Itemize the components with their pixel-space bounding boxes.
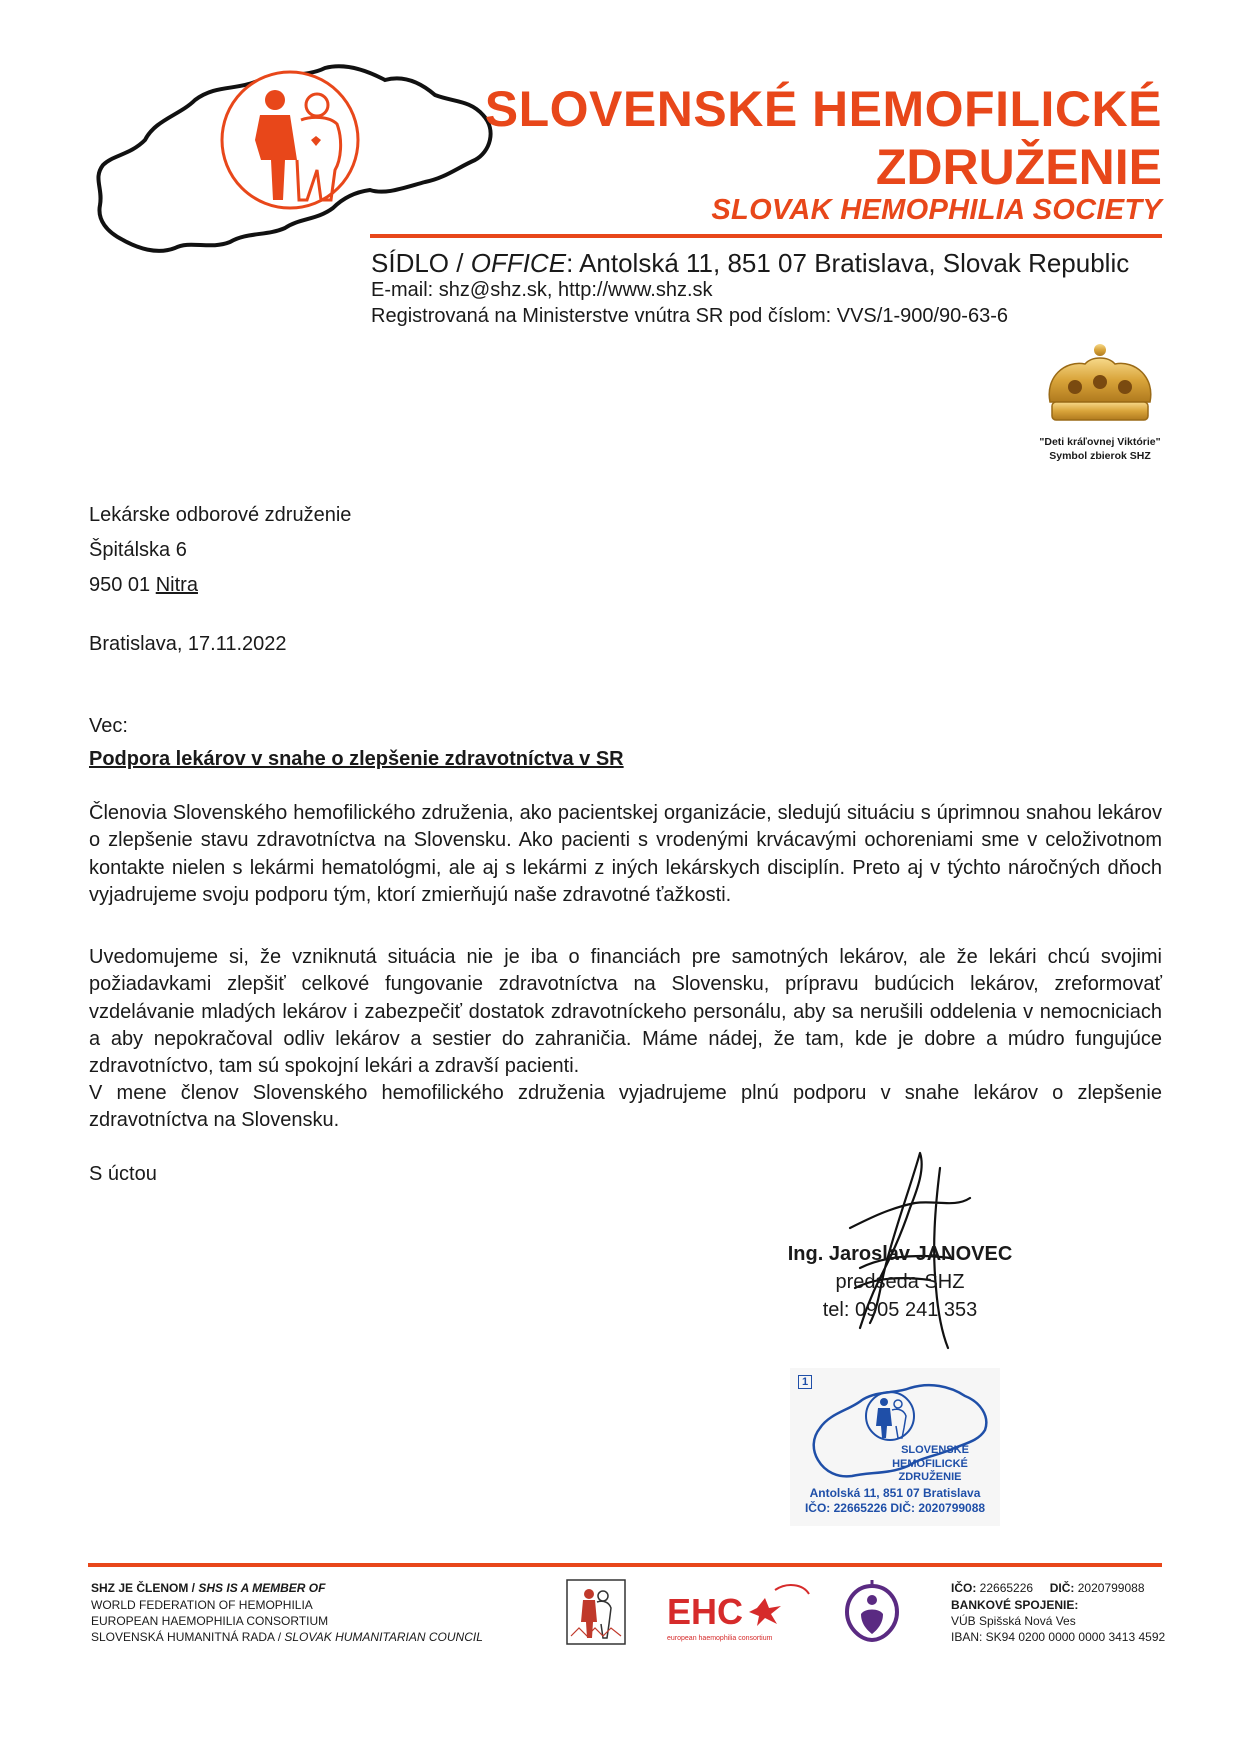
email-web-line: E-mail: shz@shz.sk, http://www.shz.sk xyxy=(371,279,713,301)
recipient-line3 xyxy=(89,573,198,597)
body-paragraph-2: Uvedomujeme si, že vzniknutá situácia nie je iba o financiách pre samotných lekárov, ale že lekári chcú svojimi požiadavkami zlepšiť celkové fungovanie zdravotníctva na Slovensku, prípravu budúcich lekárov, zreformovať vzdelávanie mladých lekárov i zabezpečiť dostatok zdravotníckeho personálu, aby sa nerušili oddelenia v nemocniciach a aby nepokračoval odliv lekárov a sestier do zahraničia. Máme nádej, že tam, kde je dobre a múdro fungujúce zdravotníctvo, tam sú spokojní lekári a zdravší pacienti. xyxy=(89,946,1162,1078)
office-address: : Antolská 11, 851 07 Bratislava, Slovak Republic xyxy=(566,248,1130,278)
recipient-city: Nitra xyxy=(155,574,198,596)
member-label-en: SHS IS A MEMBER OF xyxy=(195,1581,326,1595)
ehc-logo-subtitle: european haemophilia consortium xyxy=(667,1635,773,1642)
org-title-line1: SLOVENSKÉ HEMOFILICKÉ xyxy=(484,81,1162,137)
org3-label: SLOVENSKÁ HUMANITNÁ RADA / xyxy=(91,1630,282,1644)
organization-stamp xyxy=(790,1368,1000,1526)
dic-label: DIČ: xyxy=(1049,1581,1075,1595)
footer-org-ehc: EUROPEAN HAEMOPHILIA CONSORTIUM xyxy=(91,1614,329,1628)
footer-bank-label: BANKOVÉ SPOJENIE: xyxy=(951,1598,1079,1612)
signatory-phone: tel: 0905 241 353 xyxy=(822,1299,978,1321)
closing-salutation: S úctou xyxy=(89,1163,157,1185)
recipient-postcode: 950 01 xyxy=(89,574,156,596)
ico-label: IČO: xyxy=(951,1581,977,1595)
recipient-line2: Špitálska 6 xyxy=(89,539,187,561)
dic-value: 2020799088 xyxy=(1074,1581,1145,1595)
wfh-logo xyxy=(565,1578,627,1646)
footer-iban: IBAN: SK94 0200 0000 0000 3413 4592 xyxy=(951,1630,1166,1644)
footer-org-shr xyxy=(91,1630,483,1644)
humanitarian-council-logo xyxy=(843,1578,901,1646)
signatory-role: predseda SHZ xyxy=(835,1271,965,1293)
office-label: SÍDLO / xyxy=(371,248,464,278)
header-divider xyxy=(370,234,1162,238)
crown-icon xyxy=(1040,342,1160,430)
recipient-line1: Lekárske odborové združenie xyxy=(89,504,352,526)
registration-line: Registrovaná na Ministerstve vnútra SR pod číslom: VVS/1-900/90-63-6 xyxy=(371,305,1008,327)
footer-org-wfh: WORLD FEDERATION OF HEMOPHILIA xyxy=(91,1598,313,1612)
crown-caption-line1: "Deti kráľovnej Viktórie" xyxy=(1039,436,1161,448)
slovakia-map-logo xyxy=(85,60,505,260)
org-title-english: SLOVAK HEMOPHILIA SOCIETY xyxy=(711,194,1162,226)
crown-caption-line2: Symbol zbierok SHZ xyxy=(1049,450,1151,462)
stamp-text-line2: HEMOFILICKÉ ZDRUŽENIE xyxy=(892,1458,968,1484)
office-address-line xyxy=(371,248,1129,279)
footer-bank-name: VÚB Spišská Nová Ves xyxy=(951,1614,1076,1628)
org-title-line2: ZDRUŽENIE xyxy=(875,139,1162,195)
member-label: SHZ JE ČLENOM / xyxy=(91,1581,196,1595)
footer-divider xyxy=(88,1563,1162,1567)
ehc-logo-text: EHC xyxy=(667,1591,744,1632)
org3-label-en: SLOVAK HUMANITARIAN COUNCIL xyxy=(281,1630,483,1644)
stamp-text-line1: SLOVENSKÉ xyxy=(901,1444,969,1456)
body-paragraph-1: Členovia Slovenského hemofilického združenia, ako pacientskej organizácie, sledujú situáciu s úprimnou snahou lekárov o zlepšenie stavu zdravotníctva na Slovensku. Ako pacienti s vrodenými krvácavými ochoreniami sme v celoživotnom kontakte nielen s lekármi hematológmi, ale aj s lekármi z iných lekárskych disciplín. Preto aj v týchto náročných dňoch vyjadrujeme svoju podporu tým, ktorí zmierňujú naše zdravotné ťažkosti. xyxy=(89,802,1162,906)
footer-ico-dic xyxy=(951,1581,1145,1595)
footer-member-label xyxy=(91,1581,325,1595)
office-label-en: OFFICE xyxy=(470,248,567,278)
signatory-name: Ing. Jaroslav JANOVEC xyxy=(787,1243,1013,1265)
letter-date: Bratislava, 17.11.2022 xyxy=(89,633,287,655)
subject-line: Podpora lekárov v snahe o zlepšenie zdravotníctva v SR xyxy=(89,748,624,770)
stamp-number: 1 xyxy=(798,1375,812,1389)
body-paragraph-3: V mene členov Slovenského hemofilického združenia vyjadrujeme plnú podporu v snahe lekárov o zlepšenie zdravotníctva na Slovensku. xyxy=(89,1082,1162,1132)
ehc-logo xyxy=(665,1578,815,1646)
stamp-text-line3: Antolská 11, 851 07 Bratislava xyxy=(809,1486,981,1500)
ico-value: 22665226 xyxy=(976,1581,1034,1595)
subject-label: Vec: xyxy=(89,715,128,737)
stamp-text-line4: IČO: 22665226 DIČ: 2020799088 xyxy=(804,1501,986,1515)
